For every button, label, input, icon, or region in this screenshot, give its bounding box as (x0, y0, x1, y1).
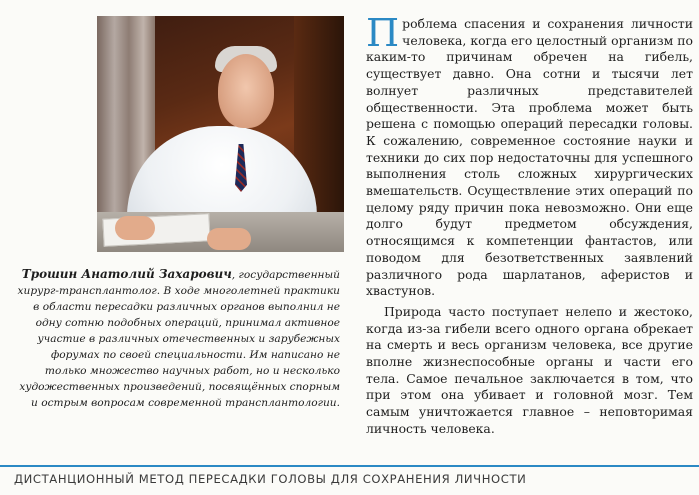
article-paragraph-1 (366, 11, 693, 300)
paragraph-1-text: роблема спасения и сохранения личности человека, когда его целостный организм по каким-то причинам обречен на гибель, существует давно. Она сотни и тысячи лет волнует различных представителей общественности. Эта проблема может быть решена с помощью операций пересадки головы. К сожалению, современное состояние науки и техники до сих пор недостаточны для успешного выполнения столь сложных хирургических вмешательств. Осуществление этих операций по целому ряду причин пока невозможно. Они еще долго будут предметом обсуждения, относящимся к компетенции фантастов, или поводом для безответственных заявлений различного рода шарлатанов, аферистов и хвастунов. (366, 16, 693, 299)
photo-hand-right (207, 228, 251, 250)
photo-caption: Трошин Анатолий Захарович, государственный хирург-трансплантолог. В ходе многолетней практики в области пересадки различных органов выполнил не одну сотню подобных операций, принимал активное участие в различных отечественных и зарубежных форумах по своей специальности. Им написано не только множество научных работ, но и несколько художественных произведений, посвящённых спорным и острым вопросам современной трансплантологии. (17, 267, 340, 409)
drop-cap: П (366, 11, 400, 55)
author-photo (97, 16, 344, 252)
photo-hand-left (115, 216, 155, 240)
footer-rule (0, 465, 699, 467)
author-bio: государственный хирург-трансплантолог. В ходе многолетней практики в области пересадки различных органов выполнил не одну сотню подобных операций, принимал активное участие в различных отечественных и зарубежных форумах по своей специальности. Им написано не только множество научных работ, но и несколько художественных произведений, посвящённых спорным и острым вопросам современной трансплантологии. (17, 269, 340, 409)
author-name: Трошин Анатолий Захарович (21, 267, 232, 281)
article-paragraph-2: Природа часто поступает нелепо и жестоко, когда из-за гибели всего одного органа обрекает на смерть и весь организм человека, все другие вполне жизнеспособные органы и части его тела. Самое печальное заключается в том, что при этом она убивает и головной мозг. Тем самым уничтожается главное – неповторимая личность человека. (366, 303, 693, 436)
photo-head (218, 54, 274, 128)
article-body (366, 11, 693, 438)
footer-title: ДИСТАНЦИОННЫЙ МЕТОД ПЕРЕСАДКИ ГОЛОВЫ ДЛЯ СОХРАНЕНИЯ ЛИЧНОСТИ (14, 472, 527, 486)
